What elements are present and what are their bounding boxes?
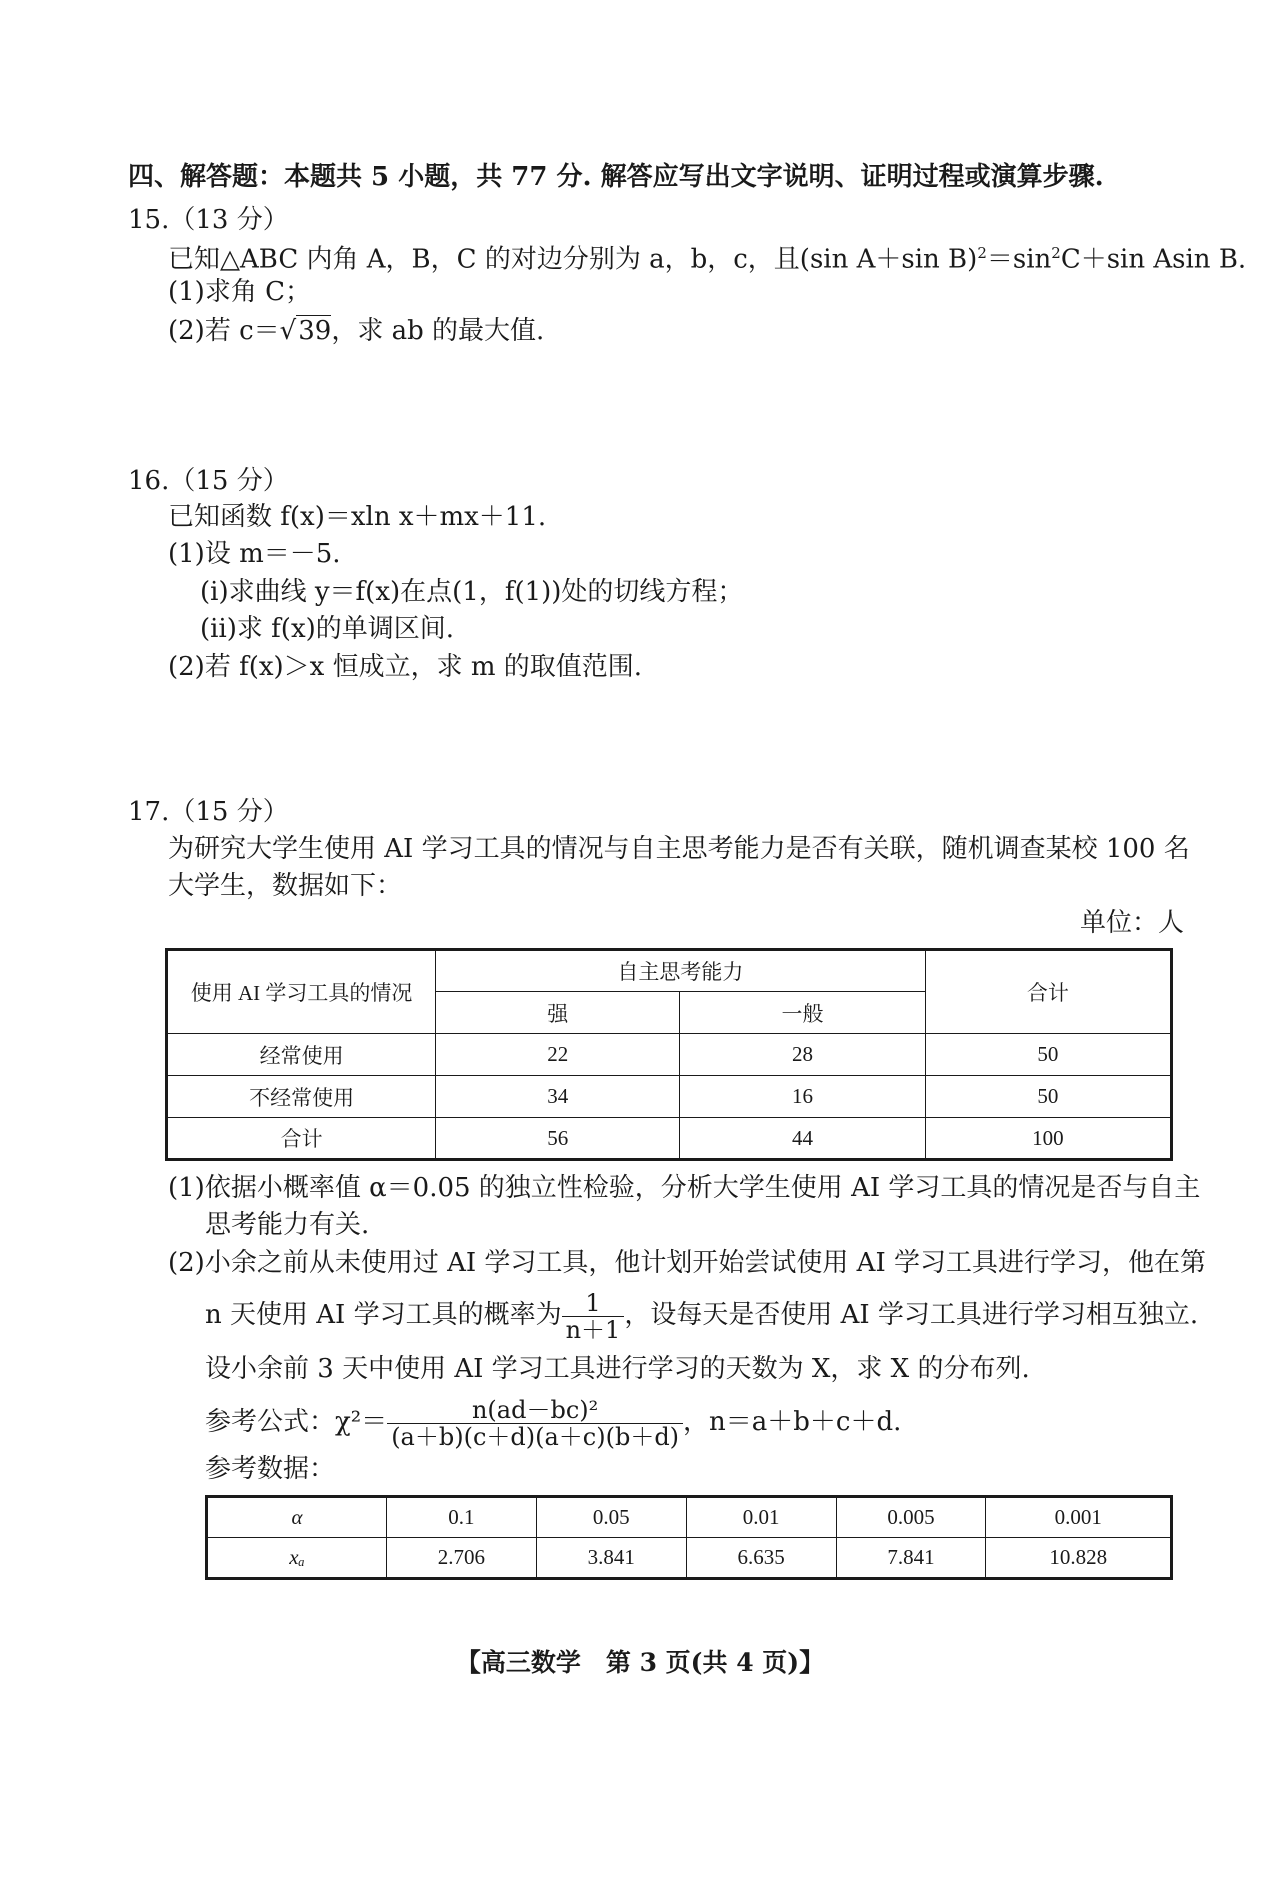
table-col-head: 使用 AI 学习工具的情况 [167,950,436,1034]
prob-fraction [562,1290,625,1343]
q15-part2-post: ，求 ab 的最大值. [331,316,545,346]
table-row [167,1076,1172,1118]
row-normal: 28 [680,1034,925,1076]
formula-line [205,1392,901,1452]
ref-row-x [207,1538,1172,1579]
ref-alpha-label: α [207,1497,387,1538]
q15-part2-pre: (2)若 c＝ [168,316,280,346]
table-row [167,1034,1172,1076]
formula-num: n(ad－bc)² [387,1397,683,1424]
q15-stem-sup: 2 [977,244,987,262]
q15-part1: (1)求角 C； [168,277,311,307]
ref-alpha-value: 0.001 [986,1497,1172,1538]
formula-label: 参考公式：χ²＝ [205,1407,388,1437]
q15-sqrt-value: 39 [298,316,332,346]
row-normal: 16 [680,1076,925,1118]
q17-stem-line1: 为研究大学生使用 AI 学习工具的情况与自主思考能力是否有关联，随机调查某校 100 名 [168,834,1190,864]
q15-stem-sup2: 2 [1051,244,1061,262]
q15-part2: (2)若 c＝√39，求 ab 的最大值. [168,316,545,346]
ref-label: 参考数据： [205,1454,336,1484]
ref-x-value: 7.841 [836,1538,986,1579]
q17-number: 17.（15 分） [128,797,289,827]
row-normal: 44 [680,1118,925,1160]
q15-stem-mid: ＝sin [986,244,1052,275]
q17-part2-line2-post: ，设每天是否使用 AI 学习工具进行学习相互独立. [624,1300,1199,1330]
table-row [167,1118,1172,1160]
q15-stem-post: C＋sin Asin B. [1060,244,1247,275]
q17-part1-line1: (1)依据小概率值 α＝0.05 的独立性检验，分析大学生使用 AI 学习工具的情况是否与自主 [168,1173,1201,1203]
ref-x-value: 6.635 [686,1538,836,1579]
row-strong: 56 [436,1118,680,1160]
prob-frac-den: n＋1 [565,1315,621,1344]
row-total: 50 [925,1034,1171,1076]
survey-table [165,948,1173,1161]
ref-alpha-value: 0.1 [387,1497,537,1538]
row-label: 合计 [167,1118,436,1160]
ref-alpha-value: 0.05 [536,1497,686,1538]
row-label: 不经常使用 [167,1076,436,1118]
q15-stem-pre: 已知△ABC 内角 A，B，C 的对边分别为 a，b，c，且(sin A＋sin B) [168,244,978,275]
ref-alpha-value: 0.005 [836,1497,986,1538]
reference-table [205,1495,1173,1580]
q17-part2-line2 [205,1285,1198,1345]
prob-frac-num: 1 [562,1290,625,1317]
q17-part1-line2: 思考能力有关. [205,1210,370,1240]
q16-part1-i: (ⅰ)求曲线 y＝f(x)在点(1，f(1))处的切线方程； [200,577,744,607]
formula-post: ，n＝a＋b＋c＋d. [683,1407,902,1437]
row-strong: 34 [436,1076,680,1118]
page-footer: 【高三数学 第 3 页(共 4 页)】 [455,1648,825,1677]
ref-x-label: xₐ [207,1538,387,1579]
q17-part2-line3: 设小余前 3 天中使用 AI 学习工具进行学习的天数为 X，求 X 的分布列. [205,1354,1030,1384]
q16-part2: (2)若 f(x)＞x 恒成立，求 m 的取值范围. [168,652,643,682]
q16-stem: 已知函数 f(x)＝xln x＋mx＋11. [168,502,547,532]
row-label: 经常使用 [167,1034,436,1076]
q17-part2-line2-pre: n 天使用 AI 学习工具的概率为 [205,1300,562,1330]
section-header: 四、解答题：本题共 5 小题，共 77 分. 解答应写出文字说明、证明过程或演算步骤. [128,162,1104,192]
ref-row-alpha [207,1497,1172,1538]
chi-square-fraction [387,1397,683,1450]
ref-x-value: 3.841 [536,1538,686,1579]
q15-number: 15.（13 分） [128,205,289,235]
row-total: 50 [925,1076,1171,1118]
q16-part1-ii: (ⅱ)求 f(x)的单调区间. [200,614,455,644]
row-total: 100 [925,1118,1171,1160]
table-group-head: 自主思考能力 [436,950,926,992]
q17-unit: 单位：人 [1080,908,1185,938]
ref-alpha-value: 0.01 [686,1497,836,1538]
table-total-head: 合计 [925,950,1171,1034]
q16-part1: (1)设 m＝－5. [168,539,341,569]
q16-number: 16.（15 分） [128,466,289,496]
q17-stem-line2: 大学生，数据如下： [168,871,403,901]
q15-stem [168,236,1246,277]
formula-den: (a＋b)(c＋d)(a＋c)(b＋d) [391,1422,680,1451]
ref-x-value: 10.828 [986,1538,1172,1579]
q17-part2-line1: (2)小余之前从未使用过 AI 学习工具，他计划开始尝试使用 AI 学习工具进行学习，他在第 [168,1248,1206,1278]
table-sub-strong: 强 [436,992,680,1034]
table-sub-normal: 一般 [680,992,925,1034]
row-strong: 22 [436,1034,680,1076]
ref-x-value: 2.706 [387,1538,537,1579]
